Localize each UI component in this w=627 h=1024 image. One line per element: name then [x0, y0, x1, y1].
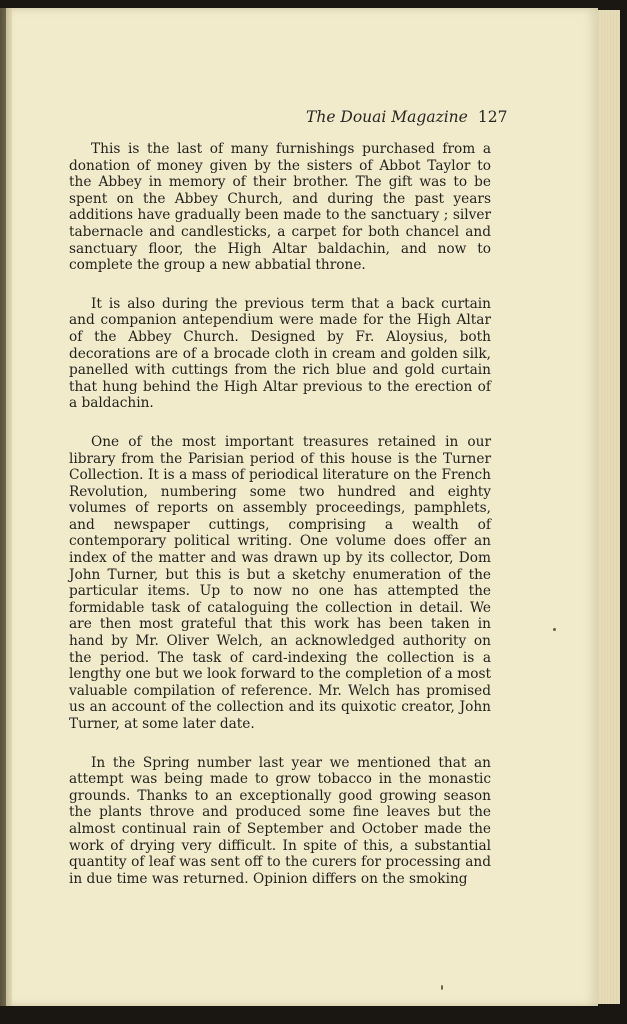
paper-speck: [553, 628, 556, 631]
paragraph-abbatial-throne: This is the last of many furnishings purchased from a donation of money given by the sisters of Abbot Taylor to the Abbey in memory of their brother. The gift was to be spent on the Abbey Church, and during the past years additions have gradually been made to the sanctuary ; silver tabernacle and candlesticks, a carpet for both chancel and sanctuary floor, the High Altar baldachin, and now to complete the group a new abbatial throne.: [69, 141, 491, 274]
magazine-title: The Douai Magazine: [306, 108, 468, 126]
page-edges: [598, 10, 620, 1004]
page-number: 127: [477, 108, 508, 126]
running-head: [306, 108, 507, 126]
paper-speck: [441, 985, 443, 990]
paragraph-antependium: It is also during the previous term that a back curtain and companion antependium were made for the High Altar of the Abbey Church. Designed by Fr. Aloysius, both decorations are of a brocade cloth in cream and golden silk, panelled with cuttings from the rich blue and gold curtain that hung behind the High Altar previous to the erection of a baldachin.: [69, 295, 491, 412]
book-binding-shadow: [0, 8, 12, 1006]
article-body: [69, 141, 491, 909]
paragraph-turner-collection: One of the most important treasures retained in our library from the Parisian period of this house is the Turner Collection. It is a mass of periodical literature on the French Revolution, numbering some two hundred and eighty volumes of reports on assembly proceedings, pamphlets, and newspaper cuttings, comprising a wealth of contemporary political writing. One volume does offer an index of the matter and was drawn up by its collector, Dom John Turner, but this is but a sketchy enumeration of the particular items. Up to now no one has attempted the formidable task of cataloguing the collection in detail. We are then most grateful that this work has been taken in hand by Mr. Oliver Welch, an acknowledged authority on the period. The task of card-indexing the collection is a lengthy one but we look forward to the completion of a most valuable compilation of reference. Mr. Welch has promised us an account of the collection and its quixotic creator, John Turner, at some later date.: [69, 433, 491, 732]
paragraph-tobacco: In the Spring number last year we mentioned that an attempt was being made to grow tobacco in the monastic grounds. Thanks to an exceptionally good growing season the plants throve and produced some fine leaves but the almost continual rain of September and October made the work of drying very difficult. In spite of this, a substantial quantity of leaf was sent off to the curers for processing and in due time was returned. Opinion differs on the smoking: [69, 754, 491, 887]
